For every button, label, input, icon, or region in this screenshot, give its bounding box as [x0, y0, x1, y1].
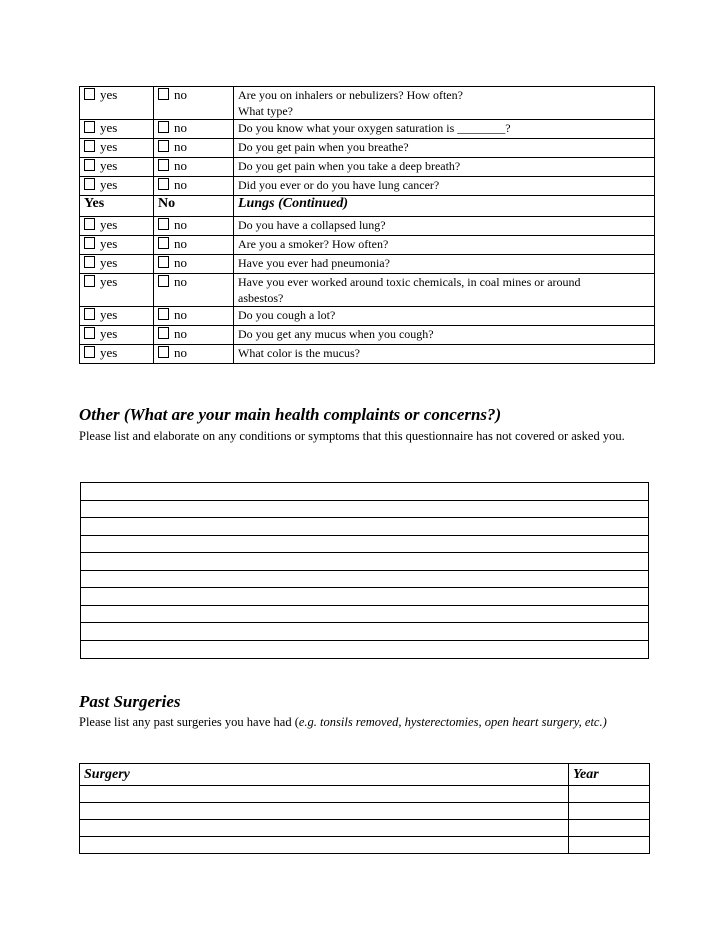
checkbox-icon[interactable]: [84, 88, 95, 100]
question-text: [234, 274, 655, 307]
question-row: [80, 139, 655, 158]
no-cell[interactable]: [154, 326, 234, 345]
checkbox-icon[interactable]: [84, 121, 95, 133]
other-answer-lines[interactable]: [80, 482, 649, 659]
question-text: Did you ever or do you have lung cancer?: [234, 177, 655, 196]
no-cell[interactable]: [154, 236, 234, 255]
question-text: Do you get pain when you take a deep breath?: [234, 158, 655, 177]
yes-cell[interactable]: [80, 217, 154, 236]
yes-cell[interactable]: [80, 120, 154, 139]
surgery-cell[interactable]: [80, 786, 569, 803]
year-cell[interactable]: [569, 803, 650, 820]
checkbox-icon[interactable]: [158, 140, 169, 152]
yes-label: yes: [100, 87, 118, 102]
answer-line[interactable]: [81, 536, 648, 554]
question-text: Do you have a collapsed lung?: [234, 217, 655, 236]
checkbox-icon[interactable]: [84, 275, 95, 287]
yes-cell[interactable]: [80, 177, 154, 196]
question-row: [80, 236, 655, 255]
yes-label: yes: [100, 345, 118, 360]
question-row: [80, 217, 655, 236]
no-label: no: [174, 217, 187, 232]
yes-cell[interactable]: [80, 158, 154, 177]
lungs-questions-table: [79, 86, 655, 364]
no-column-header: No: [154, 196, 234, 217]
checkbox-icon[interactable]: [158, 218, 169, 230]
answer-line[interactable]: [81, 588, 648, 606]
answer-line[interactable]: [81, 606, 648, 624]
lungs-section-header: [80, 196, 655, 217]
other-section-description: Please list and elaborate on any conditions or symptoms that this questionnaire has not covered or asked you.: [79, 429, 625, 443]
surgery-row: [80, 786, 650, 803]
question-row: [80, 120, 655, 139]
yes-cell[interactable]: [80, 274, 154, 307]
checkbox-icon[interactable]: [84, 140, 95, 152]
answer-line[interactable]: [81, 553, 648, 571]
no-label: no: [174, 236, 187, 251]
yes-cell[interactable]: [80, 255, 154, 274]
answer-line[interactable]: [81, 571, 648, 589]
no-label: no: [174, 139, 187, 154]
yes-label: yes: [100, 236, 118, 251]
no-label: no: [174, 274, 187, 289]
yes-label: yes: [100, 120, 118, 135]
yes-label: yes: [100, 255, 118, 270]
year-column-header: Year: [569, 764, 650, 786]
question-row: [80, 274, 655, 307]
no-label: no: [174, 87, 187, 102]
no-label: no: [174, 158, 187, 173]
surgery-row: [80, 803, 650, 820]
checkbox-icon[interactable]: [84, 308, 95, 320]
checkbox-icon[interactable]: [158, 327, 169, 339]
no-cell[interactable]: [154, 274, 234, 307]
no-cell[interactable]: [154, 217, 234, 236]
yes-label: yes: [100, 177, 118, 192]
no-cell[interactable]: [154, 255, 234, 274]
checkbox-icon[interactable]: [158, 275, 169, 287]
surgery-table-header: [80, 764, 650, 786]
year-cell[interactable]: [569, 786, 650, 803]
question-text: [234, 87, 655, 120]
yes-label: yes: [100, 139, 118, 154]
question-line-1: Have you ever worked around toxic chemicals, in coal mines or around: [238, 275, 581, 289]
answer-line[interactable]: [81, 518, 648, 536]
yes-cell[interactable]: [80, 139, 154, 158]
yes-label: yes: [100, 274, 118, 289]
no-cell[interactable]: [154, 158, 234, 177]
checkbox-icon[interactable]: [158, 237, 169, 249]
checkbox-icon[interactable]: [84, 159, 95, 171]
checkbox-icon[interactable]: [84, 237, 95, 249]
answer-line[interactable]: [81, 483, 648, 501]
surgery-row: [80, 837, 650, 854]
description-examples: e.g. tonsils removed, hysterectomies, open heart surgery, etc.): [298, 715, 607, 729]
checkbox-icon[interactable]: [158, 308, 169, 320]
no-cell[interactable]: [154, 120, 234, 139]
checkbox-icon[interactable]: [158, 121, 169, 133]
question-text: Do you get pain when you breathe?: [234, 139, 655, 158]
checkbox-icon[interactable]: [158, 178, 169, 190]
no-label: no: [174, 120, 187, 135]
other-section-title: Other (What are your main health complaints or concerns?): [79, 405, 502, 424]
no-cell[interactable]: [154, 307, 234, 326]
surgery-cell[interactable]: [80, 820, 569, 837]
surgery-cell[interactable]: [80, 803, 569, 820]
description-text: Please list any past surgeries you have had (: [79, 715, 299, 729]
no-cell[interactable]: [154, 87, 234, 120]
question-line-2: What type?: [238, 104, 293, 118]
no-cell[interactable]: [154, 177, 234, 196]
checkbox-icon[interactable]: [158, 88, 169, 100]
past-surgeries-title: Past Surgeries: [79, 692, 181, 711]
no-cell[interactable]: [154, 139, 234, 158]
yes-label: yes: [100, 326, 118, 341]
answer-line[interactable]: [81, 623, 648, 641]
checkbox-icon[interactable]: [158, 159, 169, 171]
yes-column-header: Yes: [80, 196, 154, 217]
question-row: [80, 255, 655, 274]
question-text: What color is the mucus?: [234, 345, 655, 364]
surgery-column-header: Surgery: [80, 764, 569, 786]
surgery-row: [80, 820, 650, 837]
checkbox-icon[interactable]: [84, 327, 95, 339]
year-cell[interactable]: [569, 837, 650, 854]
checkbox-icon[interactable]: [84, 178, 95, 190]
no-label: no: [174, 345, 187, 360]
question-text: Do you know what your oxygen saturation is ________?: [234, 120, 655, 139]
yes-cell[interactable]: [80, 345, 154, 364]
yes-cell[interactable]: [80, 236, 154, 255]
question-row: [80, 326, 655, 345]
yes-cell[interactable]: [80, 307, 154, 326]
past-surgeries-description: [79, 714, 654, 731]
question-line-1: Are you on inhalers or nebulizers? How often?: [238, 88, 463, 102]
checkbox-icon[interactable]: [84, 346, 95, 358]
no-label: no: [174, 326, 187, 341]
answer-line[interactable]: [81, 641, 648, 659]
question-row: [80, 87, 655, 120]
question-text: Do you cough a lot?: [234, 307, 655, 326]
question-row: [80, 345, 655, 364]
yes-label: yes: [100, 158, 118, 173]
question-line-2: asbestos?: [238, 291, 284, 305]
question-row: [80, 177, 655, 196]
question-text: Have you ever had pneumonia?: [234, 255, 655, 274]
checkbox-icon[interactable]: [84, 218, 95, 230]
yes-cell[interactable]: [80, 326, 154, 345]
checkbox-icon[interactable]: [84, 256, 95, 268]
question-text: Do you get any mucus when you cough?: [234, 326, 655, 345]
no-cell[interactable]: [154, 345, 234, 364]
no-label: no: [174, 307, 187, 322]
question-text: Are you a smoker? How often?: [234, 236, 655, 255]
no-label: no: [174, 255, 187, 270]
surgery-table: [79, 763, 650, 854]
yes-cell[interactable]: [80, 87, 154, 120]
checkbox-icon[interactable]: [158, 346, 169, 358]
checkbox-icon[interactable]: [158, 256, 169, 268]
surgery-cell[interactable]: [80, 837, 569, 854]
question-row: [80, 307, 655, 326]
no-label: no: [174, 177, 187, 192]
yes-label: yes: [100, 307, 118, 322]
answer-line[interactable]: [81, 501, 648, 519]
yes-label: yes: [100, 217, 118, 232]
question-row: [80, 158, 655, 177]
section-header-title: Lungs (Continued): [234, 196, 655, 217]
year-cell[interactable]: [569, 820, 650, 837]
